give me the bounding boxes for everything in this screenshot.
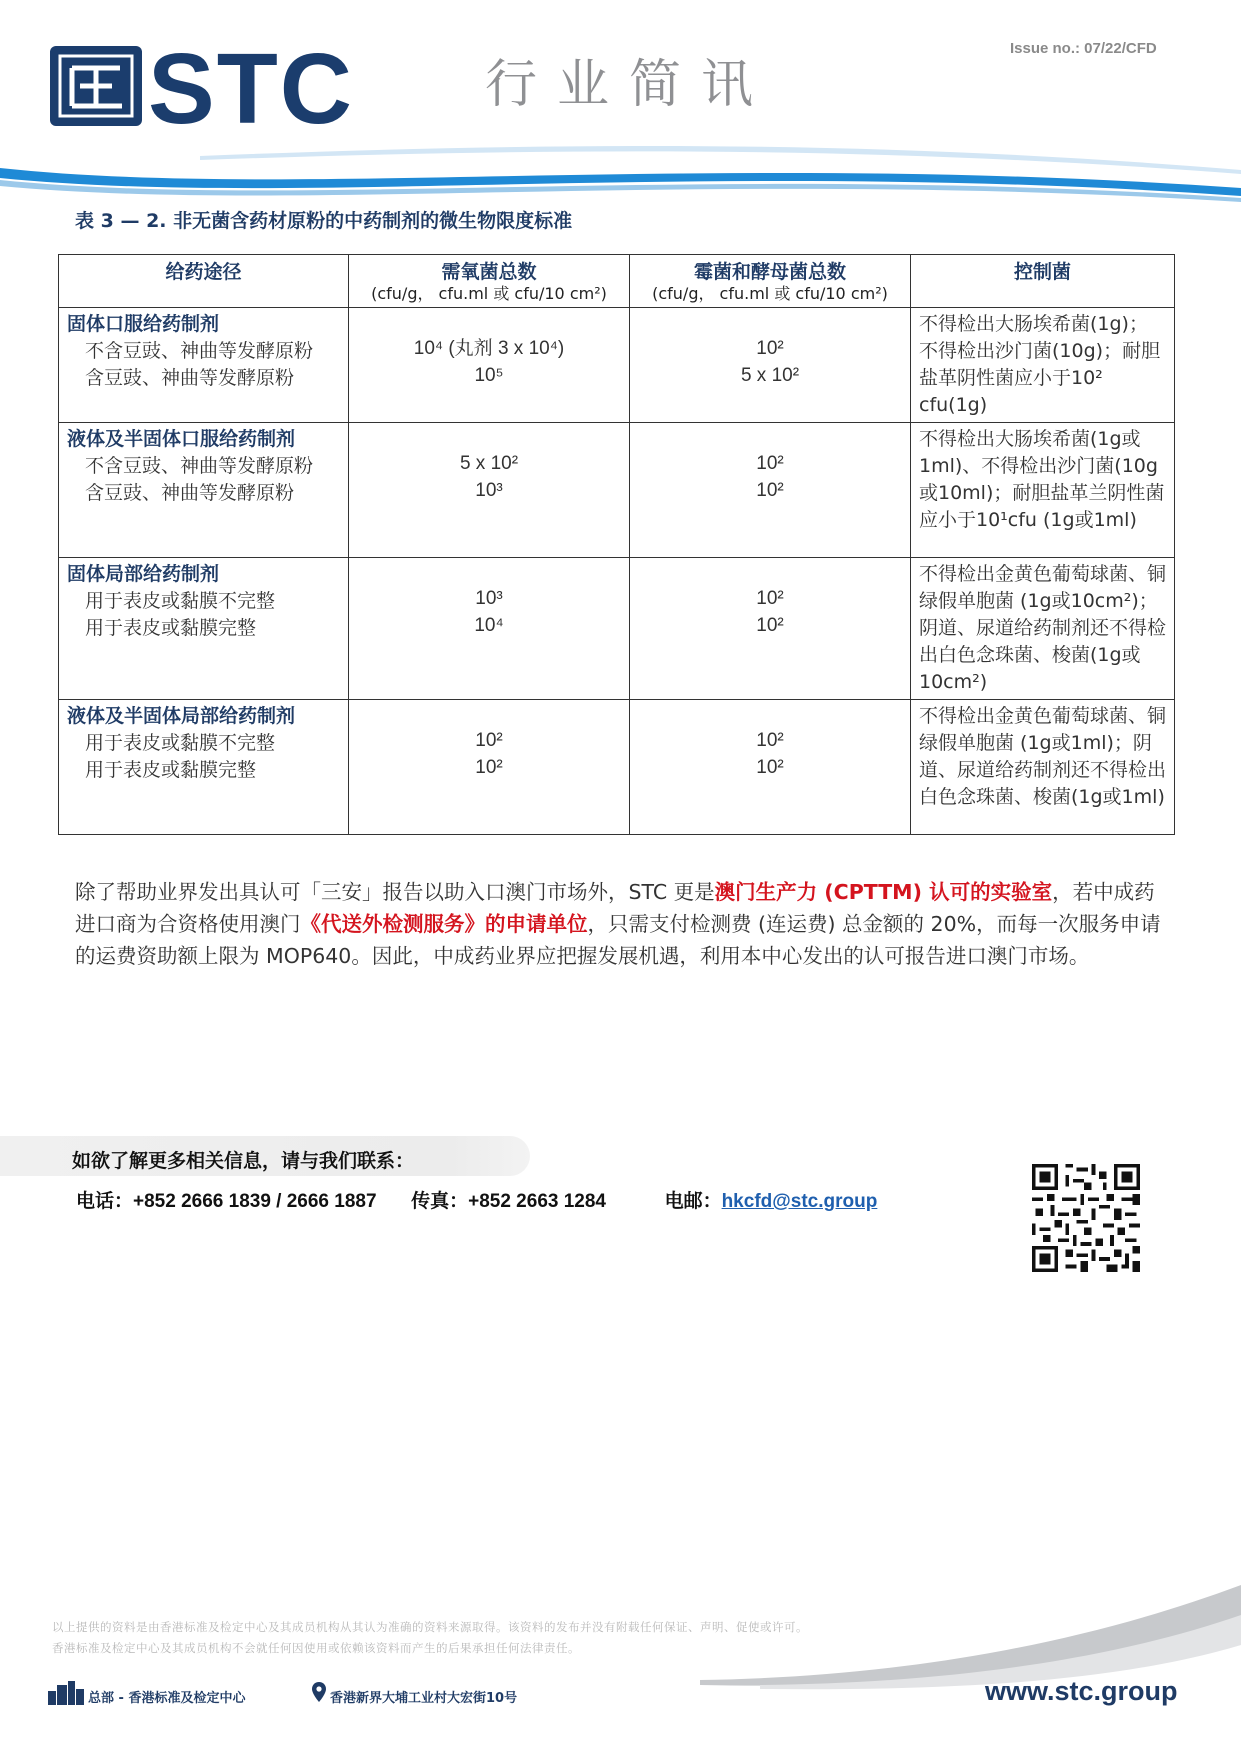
mold-value: 10² — [756, 757, 784, 778]
aerobic-value: 10² — [475, 757, 503, 778]
issue-number: Issue no.: 07/22/CFD — [1010, 40, 1157, 57]
aerobic-value: 10³ — [475, 588, 503, 609]
header-aerobic — [349, 255, 630, 308]
header-aerobic-unit: (cfu/g， cfu.ml 或 cfu/10 cm²) — [371, 284, 607, 303]
route-sub: 用于表皮或黏膜完整 — [85, 759, 257, 781]
route-sub: 用于表皮或黏膜不完整 — [85, 590, 276, 612]
paragraph-text: ，只需支付检测费 (连运费) 总金额的 20%，而每一次服务申请的运费资助额上限为 MOP640。因此，中成药业界应把握发展机遇，利用本中心发出的认可报告进口澳门市场。 — [75, 912, 1161, 968]
contact-email-label: 电邮： — [664, 1191, 722, 1212]
newsletter-title: 行业简讯 — [485, 55, 774, 115]
route-category: 液体及半固体口服给药制剂 — [67, 428, 296, 450]
mold-value: 10² — [756, 480, 784, 501]
header-route — [59, 255, 349, 308]
route-sub: 含豆豉、神曲等发酵原粉 — [85, 482, 295, 504]
mold-value: 5 x 10² — [740, 365, 800, 386]
paragraph-text: 除了帮助业界发出具认可「三安」报告以助入口澳门市场外，STC 更是 — [75, 880, 715, 904]
aerobic-cell — [349, 423, 630, 558]
mold-value: 10² — [756, 338, 784, 359]
contact-details — [76, 1186, 877, 1213]
mold-cell — [630, 423, 911, 558]
paragraph-highlight: 《代送外检测服务》的申请单位 — [300, 912, 588, 936]
route-category: 固体局部给药制剂 — [67, 563, 220, 585]
mold-cell — [630, 558, 911, 700]
paragraph-text: ，若中成药进口商为合资格使用澳门 — [75, 880, 1155, 936]
control-cell: 不得检出金黄色葡萄球菌、铜绿假单胞菌 (1g或1ml)；阴道、尿道给药制剂还不得检出白色念珠菌、梭菌(1g或1ml) — [911, 700, 1175, 835]
contact-phone: 电话：+852 2666 1839 / 2666 1887 — [76, 1191, 377, 1212]
header-mold-unit: (cfu/g， cfu.ml 或 cfu/10 cm²) — [652, 284, 888, 303]
route-category: 液体及半固体局部给药制剂 — [67, 705, 296, 727]
contact-heading: 如欲了解更多相关信息，请与我们联系： — [72, 1150, 415, 1172]
logo-text: STC — [148, 33, 354, 145]
mold-cell — [630, 700, 911, 835]
location-pin-icon — [312, 1682, 326, 1702]
control-cell: 不得检出金黄色葡萄球菌、铜绿假单胞菌 (1g或10cm²)；阴道、尿道给药制剂还不得检出白色念珠菌、梭菌(1g或10cm²) — [911, 558, 1175, 700]
header-mold-label: 霉菌和酵母菌总数 — [693, 261, 846, 283]
mold-value: 10² — [756, 588, 784, 609]
mold-cell — [630, 308, 911, 423]
contact-email-link[interactable]: hkcfd@stc.group — [721, 1191, 878, 1212]
route-cell — [59, 308, 349, 423]
mold-value: 10² — [756, 730, 784, 751]
footer-address: 香港新界大埔工业村大宏街10号 — [330, 1691, 518, 1706]
aerobic-value: 5 x 10² — [459, 453, 519, 474]
table-header-row — [59, 255, 1175, 308]
disclaimer-line: 以上提供的资料是由香港标准及检定中心及其成员机构从其认为准确的资料来源取得。该资料的发布并没有附载任何保证、声明、促使或许可。 — [52, 1620, 808, 1634]
body-paragraph — [75, 876, 1165, 972]
aerobic-cell — [349, 558, 630, 700]
route-category: 固体口服给药制剂 — [67, 313, 220, 335]
route-cell — [59, 423, 349, 558]
route-cell — [59, 558, 349, 700]
contact-fax: 传真：+852 2663 1284 — [411, 1191, 606, 1212]
route-cell — [59, 700, 349, 835]
aerobic-cell — [349, 308, 630, 423]
table-caption: 表 3 — 2. 非无菌含药材原粉的中药制剂的微生物限度标准 — [75, 210, 573, 232]
table-row — [59, 308, 1175, 423]
header-swoosh-decoration — [0, 130, 1241, 210]
route-sub: 不含豆豉、神曲等发酵原粉 — [85, 455, 314, 477]
footer-headquarters: 总部 - 香港标准及检定中心 — [88, 1691, 246, 1706]
mold-value: 10² — [756, 615, 784, 636]
footer-website-link[interactable]: www.stc.group — [985, 1676, 1178, 1706]
header-aerobic-label: 需氧菌总数 — [441, 261, 537, 283]
table-row — [59, 558, 1175, 700]
building-icon — [48, 1681, 84, 1705]
header-control — [911, 255, 1175, 308]
route-sub: 用于表皮或黏膜不完整 — [85, 732, 276, 754]
aerobic-value: 10² — [475, 730, 503, 751]
route-sub: 含豆豉、神曲等发酵原粉 — [85, 367, 295, 389]
aerobic-value: 10⁴ (丸剂 3 x 10⁴) — [413, 338, 565, 359]
header-control-label: 控制菌 — [1013, 261, 1071, 283]
table-row — [59, 700, 1175, 835]
aerobic-value: 10³ — [475, 480, 503, 501]
route-sub: 不含豆豉、神曲等发酵原粉 — [85, 340, 314, 362]
table-row — [59, 423, 1175, 558]
mold-value: 10² — [756, 453, 784, 474]
disclaimer-line: 香港标准及检定中心及其成员机构不会就任何因使用或依赖该资料而产生的后果承担任何法律责任。 — [52, 1641, 580, 1655]
aerobic-value: 10⁵ — [474, 365, 504, 386]
qr-code-icon[interactable] — [1032, 1164, 1140, 1272]
aerobic-value: 10⁴ — [474, 615, 504, 636]
route-sub: 用于表皮或黏膜完整 — [85, 617, 257, 639]
header-mold — [630, 255, 911, 308]
aerobic-cell — [349, 700, 630, 835]
microbial-limits-table — [58, 254, 1175, 835]
header-route-label: 给药途径 — [165, 261, 242, 283]
paragraph-highlight: 澳门生产力 (CPTTM) 认可的实验室 — [714, 880, 1053, 904]
control-cell: 不得检出大肠埃希菌(1g或1ml)、不得检出沙门菌(10g 或10ml)；耐胆盐革兰阴性菌应小于10¹cfu (1g或1ml) — [911, 423, 1175, 558]
control-cell: 不得检出大肠埃希菌(1g)；不得检出沙门菌(10g)；耐胆盐革阴性菌应小于10² cfu(1g) — [911, 308, 1175, 423]
